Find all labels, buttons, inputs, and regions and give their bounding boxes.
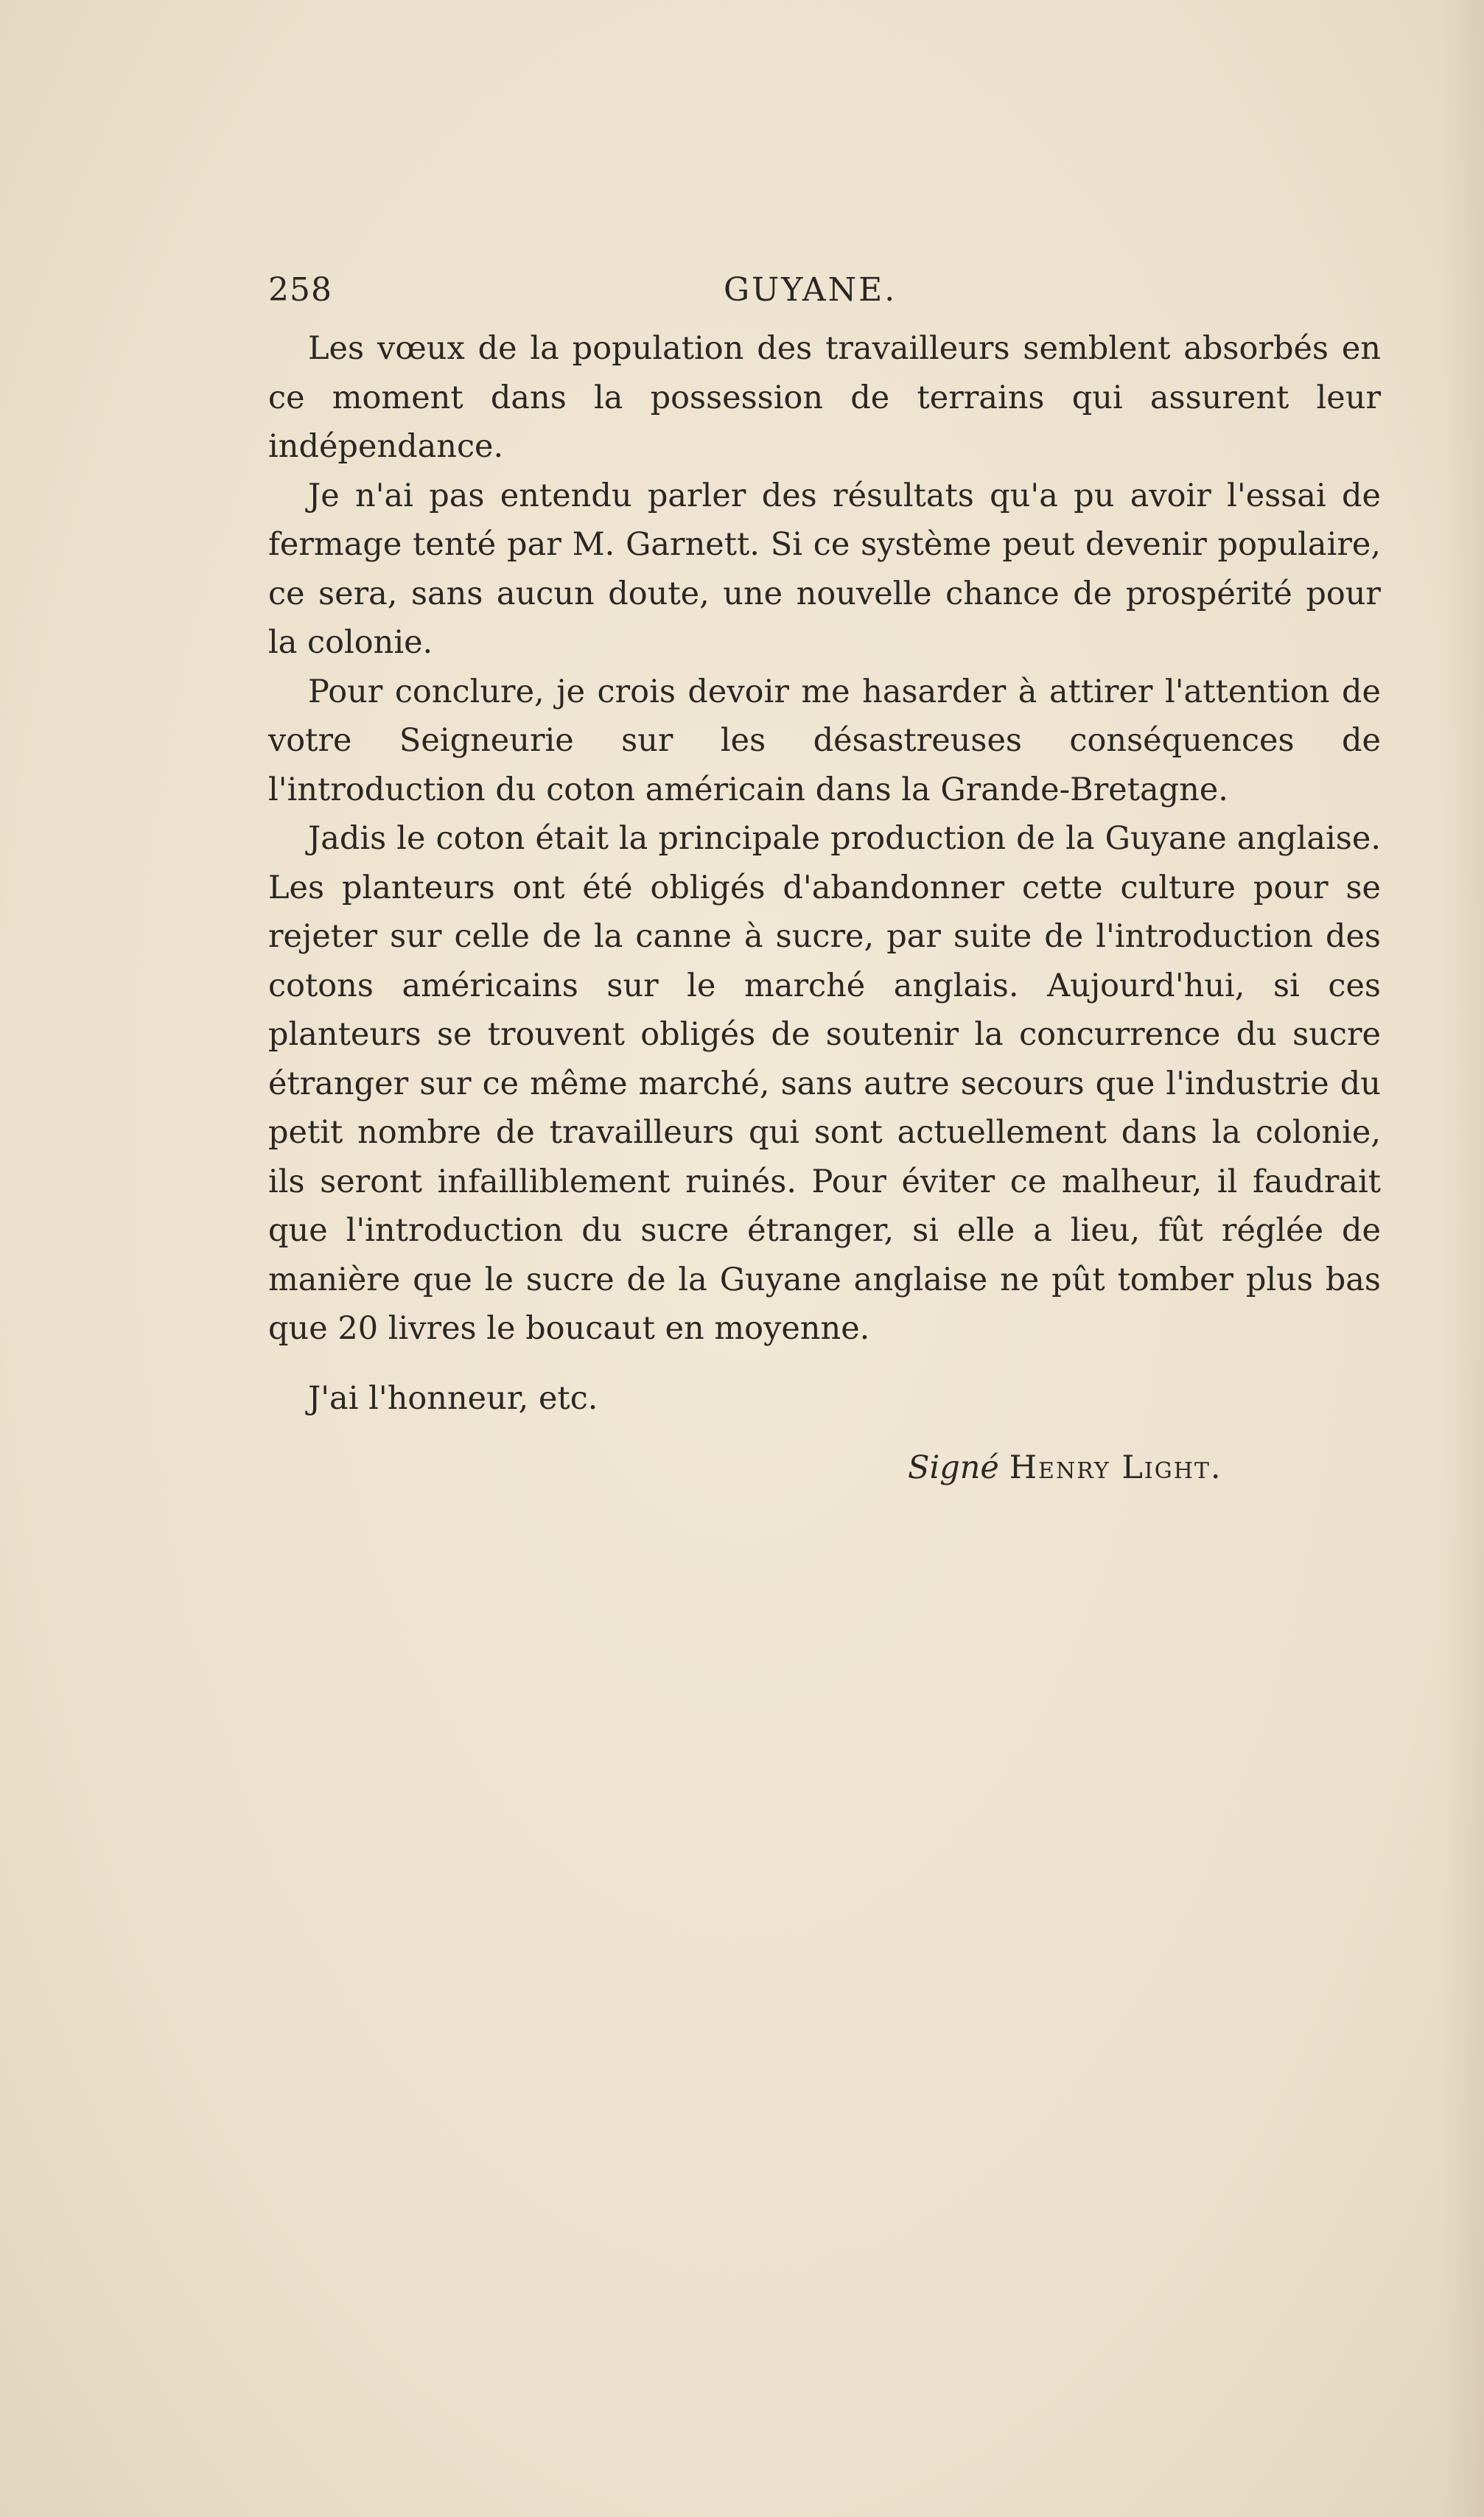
paragraph-3: Pour conclure, je crois devoir me hasarder à attirer l'attention de votre Seigneurie sur les désastreuses conséquences de l'introduction du coton américain dans la Grande-Bretagne. xyxy=(268,673,1381,808)
closing-formula: J'ai l'honneur, etc. xyxy=(308,1379,598,1417)
page-edge-shadow xyxy=(1440,0,1484,2517)
paragraph-2: Je n'ai pas entendu parler des résultats qu'a pu avoir l'essai de fermage tenté par M. Garnett. Si ce système peut devenir populaire, ce sera, sans aucun doute, une nouvelle chance de prospérité pour la colonie. xyxy=(268,477,1381,661)
text-block xyxy=(268,271,1381,1492)
signature xyxy=(268,1443,1381,1492)
paragraph-1: Les vœux de la population des travailleurs semblent absorbés en ce moment dans la possession de terrains qui assurent leur indépendance. xyxy=(268,330,1381,465)
page-number: 258 xyxy=(268,271,332,309)
running-head xyxy=(268,271,1381,324)
running-title: GUYANE. xyxy=(724,271,897,309)
signatory-name: Henry Light. xyxy=(1009,1449,1222,1486)
paragraph-4: Jadis le coton était la principale production de la Guyane anglaise. Les planteurs ont été obligés d'abandonner cette culture pour se rejeter sur celle de la canne à sucre, par suite de l'introduction des cotons américains sur le marché anglais. Aujourd'hui, si ces planteurs se trouvent obligés de soutenir la concurrence du sucre étranger sur ce même marché, sans autre secours que l'industrie du petit nombre de travailleurs qui sont actuellement dans la colonie, ils seront infailliblement ruinés. Pour éviter ce malheur, il faudrait que l'introduction du sucre étranger, si elle a lieu, fût réglée de manière que le sucre de la Guyane anglaise ne pût tomber plus bas que 20 livres le boucaut en moyenne. xyxy=(268,820,1381,1347)
signed-word: Signé xyxy=(908,1449,999,1486)
